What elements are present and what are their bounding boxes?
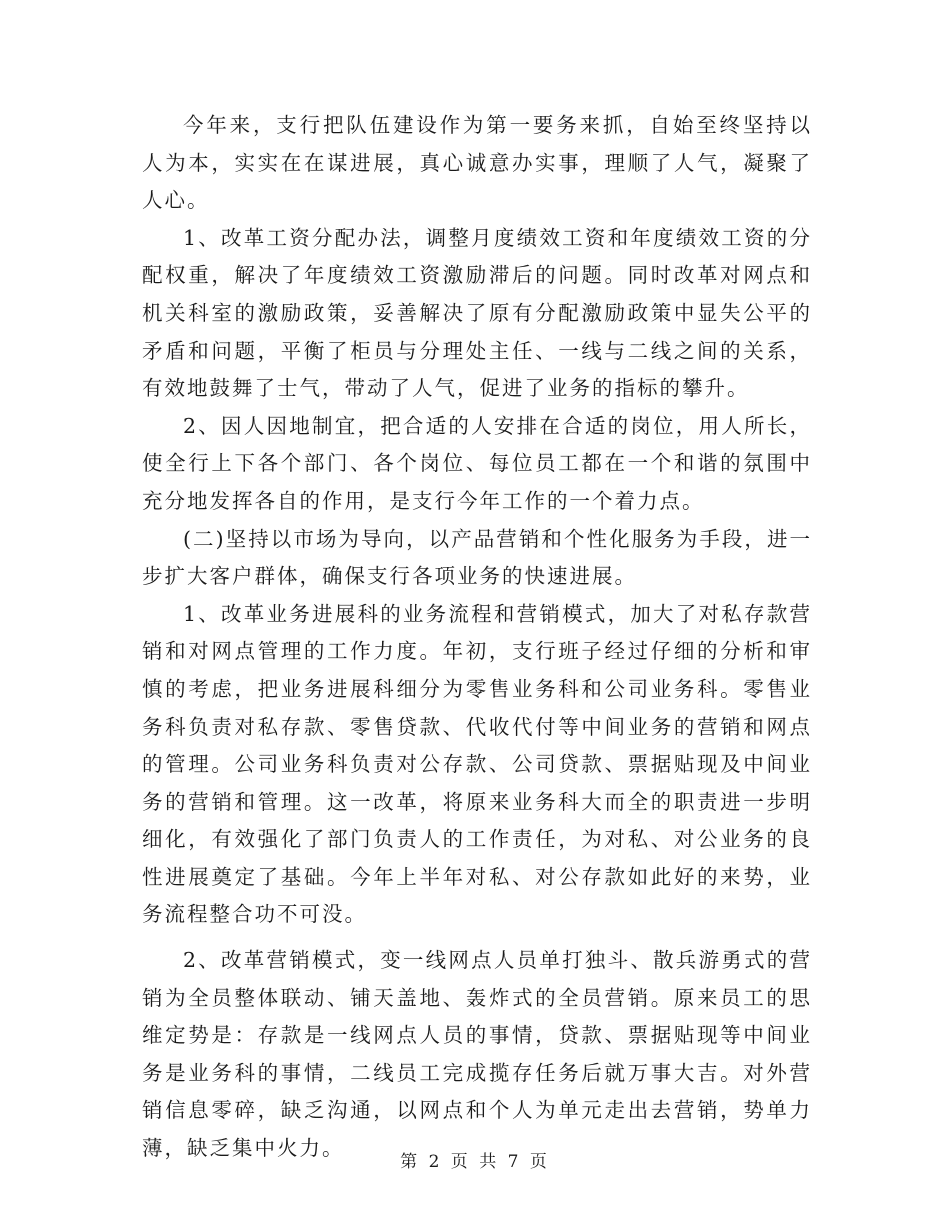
paragraph-salary-reform: 1、改革工资分配办法，调整月度绩效工资和年度绩效工资的分配权重，解决了年度绩效工资激励滞后的问题。同时改革对网点和机关科室的激励政策，妥善解决了原有分配激励政策中显失公平的矛盾和问题，平衡了柜员与分理处主任、一线与二线之间的关系，有效地鼓舞了士气，带动了人气，促进了业务的指标的攀升。 <box>142 225 812 401</box>
paragraph-staff-placement: 2、因人因地制宜，把合适的人安排在合适的岗位，用人所长，使全行上下各个部门、各个岗位、每位员工都在一个和谐的氛围中充分地发挥各自的作用，是支行今年工作的一个着力点。 <box>142 413 812 513</box>
page-number-footer: 第 2 页 共 7 页 <box>400 1152 550 1172</box>
document-body <box>142 107 812 1168</box>
paragraph-section-two-heading: (二)坚持以市场为导向，以产品营销和个性化服务为手段，进一步扩大客户群体，确保支行各项业务的快速进展。 <box>142 526 812 589</box>
paragraph-intro: 今年来，支行把队伍建设作为第一要务来抓，自始至终坚持以人为本，实实在在谋进展，真心诚意办实事，理顺了人气，凝聚了人心。 <box>142 113 812 213</box>
paragraph-process-reform: 1、改革业务进展科的业务流程和营销模式，加大了对私存款营销和对网点管理的工作力度。年初，支行班子经过仔细的分析和审慎的考虑，把业务进展科细分为零售业务科和公司业务科。零售业务科负责对私存款、零售贷款、代收代付等中间业务的营销和网点的管理。公司业务科负责对公存款、公司贷款、票据贴现及中间业务的营销和管理。这一改革，将原来业务科大而全的职责进一步明细化，有效强化了部门负责人的工作责任，为对私、对公业务的良性进展奠定了基础。今年上半年对私、对公存款如此好的来势，业务流程整合功不可没。 <box>142 601 812 927</box>
paragraph-marketing-reform: 2、改革营销模式，变一线网点人员单打独斗、散兵游勇式的营销为全员整体联动、铺天盖地、轰炸式的全员营销。原来员工的思维定势是：存款是一线网点人员的事情，贷款、票据贴现等中间业务是业务科的事情，二线员工完成揽存任务后就万事大吉。对外营销信息零碎，缺乏沟通，以网点和个人为单元走出去营销，势单力薄，缺乏集中火力。 <box>142 948 812 1161</box>
